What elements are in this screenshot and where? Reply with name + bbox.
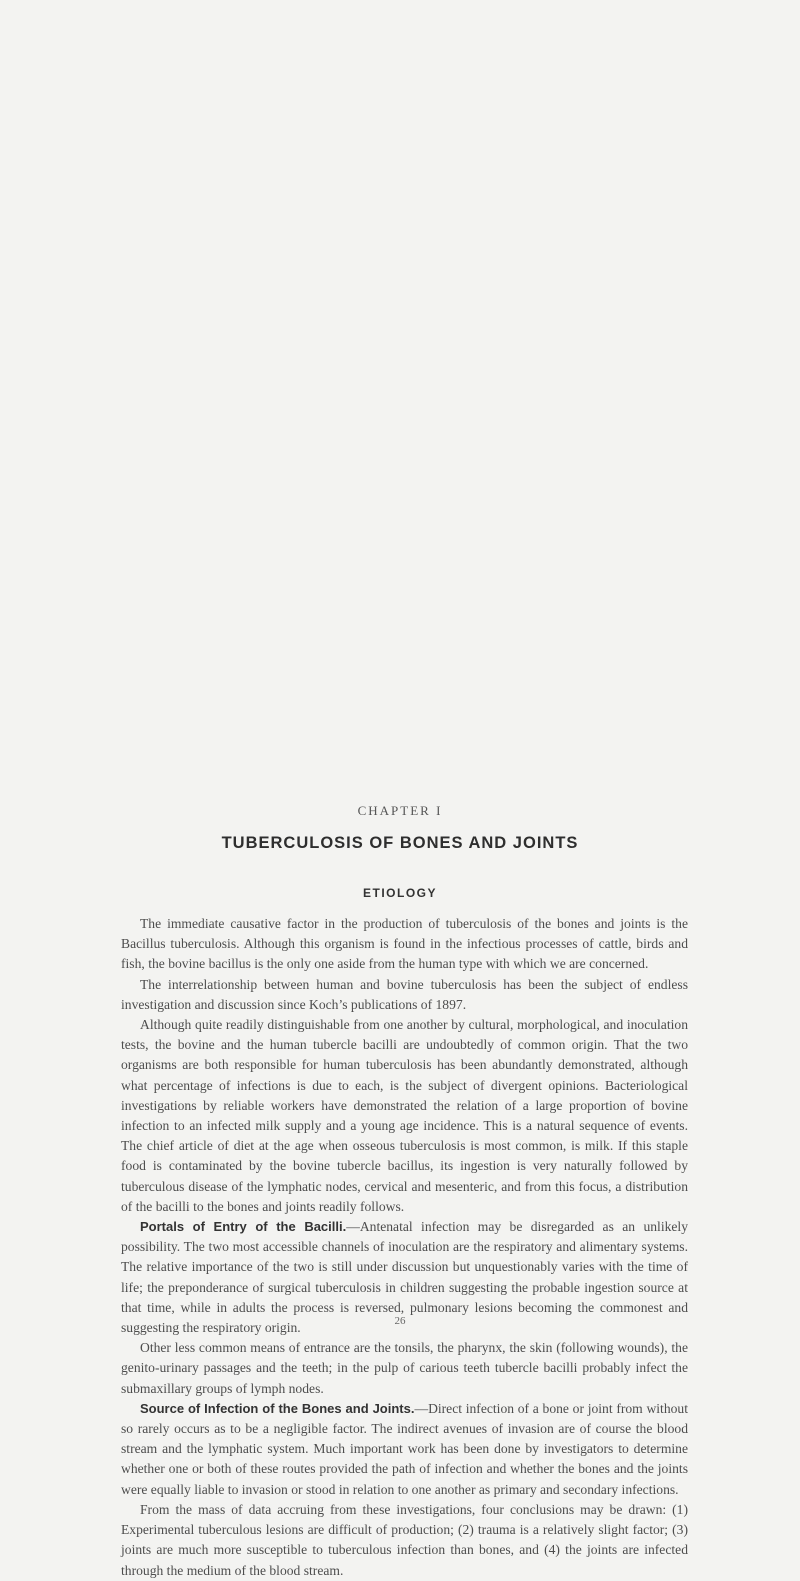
- paragraph-text: —Direct infection of a bone or joint from without so rarely occurs as to be a negligible factor. The indirect avenues of invasion are of course the blood stream and the lymphatic system. Much important work has been done by investigators to determine whether one or both of these routes provided the path of infection and whether the bones and the joints were equally liable to invasion or stood in relation to one another as primary and secondary infections.: [121, 1400, 688, 1497]
- paragraph-text: The immediate causative factor in the production of tuberculosis of the bones and joints is the Bacillus tuberculosis. Although this organism is found in the infectious processes of cattle, birds and fish, the bovine bacillus is the only one aside from the human type with which we are concerned.: [121, 916, 688, 972]
- paragraph-text: Other less common means of entrance are the tonsils, the pharynx, the skin (following wounds), the genito-urinary passages and the teeth; in the pulp of carious teeth tubercle bacilli probably infect the submaxillary groups of lymph nodes.: [121, 1340, 688, 1396]
- page-number: 26: [394, 1315, 406, 1327]
- paragraph-heading: Source of Infection of the Bones and Joints.: [140, 1400, 415, 1416]
- paragraph-text: Although quite readily distinguishable from one another by cultural, morphological, and inoculation tests, the bovine and the human tubercle bacilli are undoubtedly of common origin. That the two organisms are both responsible for human tuberculosis has been abundantly demonstrated, although what percentage of infections is due to each, is the subject of divergent opinions. Bacteriological investigations by reliable workers have demonstrated the relation of a large proportion of bovine infection to an infected milk supply and a young age incidence. This is a natural sequence of events. The chief article of diet at the age when osseous tuberculosis is most common, is milk. If this staple food is contaminated by the bovine tubercle bacillus, its ingestion is very naturally followed by tuberculous disease of the lymphatic nodes, cervical and mesenteric, and from this focus, a distribution of the bacilli to the bones and joints readily follows.: [121, 1017, 688, 1214]
- paragraph-text: —Antenatal infection may be disregarded as an unlikely possibility. The two most accessible channels of inoculation are the respiratory and alimentary systems. The relative importance of the two is still under discussion but unquestionably varies with the time of life; the preponderance of surgical tuberculosis in children suggesting the probable ingestion source at that time, while in adults the process is reversed, pulmonary lesions becoming the commonest and suggesting the respiratory origin.: [121, 1219, 689, 1336]
- section-title: ETIOLOGY: [362, 886, 437, 900]
- paragraph: [121, 1338, 688, 1399]
- paragraph-text: The interrelationship between human and bovine tuberculosis has been the subject of endless investigation and discussion since Koch’s publications of 1897.: [121, 976, 688, 1012]
- paragraph: [121, 914, 688, 975]
- paragraph: [121, 975, 688, 1015]
- body-text: [121, 914, 688, 1581]
- paragraph: [121, 1500, 688, 1581]
- paragraph: [121, 1015, 688, 1217]
- paragraph-text: From the mass of data accruing from these investigations, four conclusions may be drawn: (1) Experimental tuberculous lesions are difficult of production; (2) trauma is a relatively slight factor; (3) joints are much more susceptible to tuberculous infection than bones, and (4) the joints are infected through the medium of the blood stream.: [121, 1501, 688, 1578]
- chapter-label: CHAPTER I: [357, 803, 443, 818]
- chapter-title: TUBERCULOSIS OF BONES AND JOINTS: [221, 834, 579, 852]
- paragraph: [121, 1399, 688, 1500]
- paragraph-heading: Portals of Entry of the Bacilli.: [140, 1219, 347, 1235]
